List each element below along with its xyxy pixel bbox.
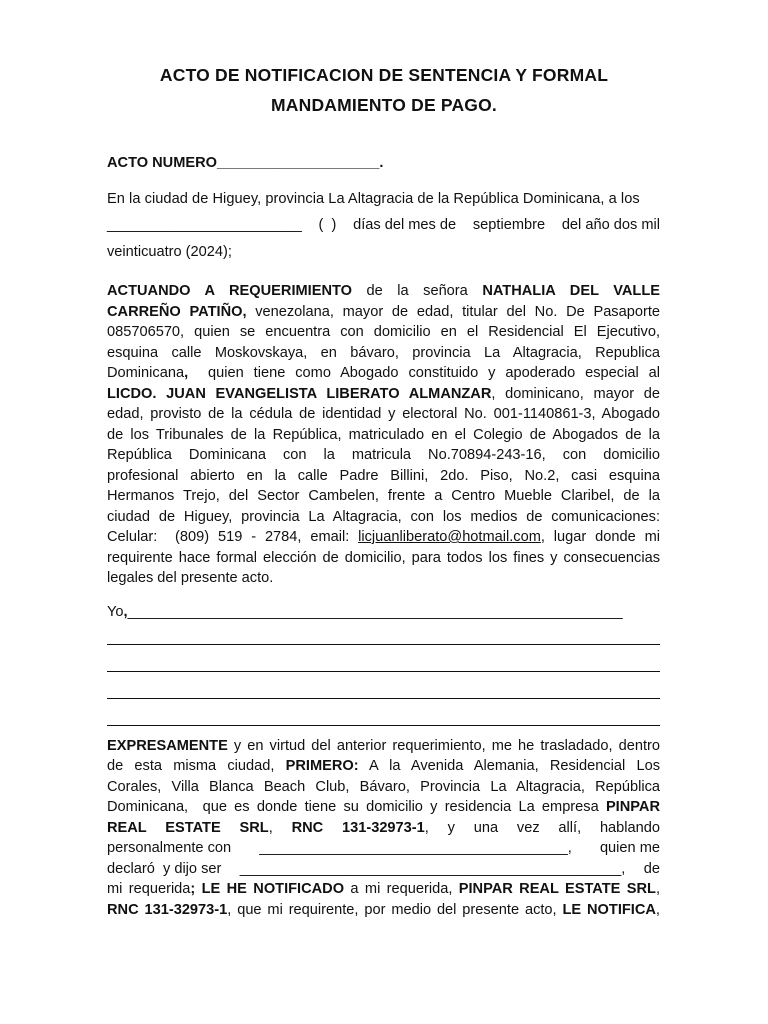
intro-days-blank: ________________________ xyxy=(107,217,302,233)
expresamente-line-3: Corales, Villa Blanca Beach Club, Bávaro, Provincia La Altagracia, República xyxy=(107,779,660,795)
text-span: , lugar donde mi xyxy=(540,529,660,545)
actuando-line-1 xyxy=(107,281,660,301)
company-rnc: RNC 131-32973-1 xyxy=(291,820,425,836)
text-span: , xyxy=(655,902,660,918)
text-span: de xyxy=(643,861,660,877)
actuando-line-8: de los Tribunales de la República, matriculado en el Colegio de Abogados de la xyxy=(107,427,660,443)
actuando-line-9: República Dominicana con la matricula No.70894-243-16, con domicilio xyxy=(107,447,660,463)
client-name: NATHALIA DEL VALLE xyxy=(482,283,660,299)
intro-line-1: En la ciudad de Higuey, provincia La Altagracia de la República Dominicana, a los xyxy=(107,191,640,207)
blank-rule-3 xyxy=(107,698,660,699)
text-span: A la Avenida Alemania, Residencial Los xyxy=(358,758,660,774)
primero-label: PRIMERO: xyxy=(285,758,359,774)
text-bold: , xyxy=(184,365,189,381)
acto-numero-line xyxy=(107,153,660,173)
title-line-2: MANDAMIENTO DE PAGO. xyxy=(271,95,497,115)
actuando-line-6 xyxy=(107,384,660,404)
text-span: , xyxy=(655,881,660,897)
email-link[interactable]: licjuanliberato@hotmail.com xyxy=(358,529,541,545)
text-span: , que mi requirente, por medio del presente acto, xyxy=(227,902,563,918)
text-span: venezolana, mayor de edad, titular del No. De Pasaporte xyxy=(246,304,660,320)
blank-rule-1 xyxy=(107,644,660,645)
expresamente-line-9 xyxy=(107,900,660,920)
yo-label: Yo xyxy=(107,604,124,620)
text-span: y en virtud del anterior requerimiento, me he trasladado, dentro xyxy=(227,738,660,754)
actuando-line-14: requirente hace formal elección de domicilio, para todos los fines y consecuencias xyxy=(107,550,660,566)
expresamente-line-4 xyxy=(107,797,660,817)
intro-dias-text: días del mes de xyxy=(353,217,457,233)
text-span: de esta misma ciudad, xyxy=(107,758,286,774)
text-span: Dominicana xyxy=(107,365,185,381)
person-blank: ______________________________________, xyxy=(259,840,572,856)
actuando-line-5 xyxy=(107,363,660,383)
actuando-line-13 xyxy=(107,527,660,547)
company-rnc-2: RNC 131-32973-1 xyxy=(107,902,228,918)
text-span: a mi requerida, xyxy=(344,881,459,897)
document-title xyxy=(107,60,661,120)
client-surname: CARREÑO PATIÑO, xyxy=(107,304,247,320)
notificado-label: ; LE HE NOTIFICADO xyxy=(190,881,345,897)
actuando-line-2 xyxy=(107,302,660,322)
intro-year-text: del año dos mil xyxy=(561,217,660,233)
acto-numero: ACTO NUMERO____________________. xyxy=(107,155,384,171)
actuando-line-7: edad, provisto de la cédula de identidad y electoral No. 001-1140861-3, Abogado xyxy=(107,406,660,422)
role-blank: _______________________________________________, xyxy=(239,861,626,877)
expresamente-heading: EXPRESAMENTE xyxy=(107,738,228,754)
actuando-line-12: ciudad de Higuey, provincia La Altagracia, con los medios de comunicaciones: xyxy=(107,509,660,525)
expresamente-line-1 xyxy=(107,736,660,756)
intro-month: septiembre xyxy=(472,217,546,233)
actuando-line-15: legales del presente acto. xyxy=(107,570,274,586)
text-span: Celular: (809) 519 - 2784, email: xyxy=(107,529,359,545)
intro-line-2 xyxy=(107,215,660,235)
expresamente-line-7 xyxy=(107,859,660,879)
actuando-line-10: profesional abierto en la calle Padre Billini, 2do. Piso, No.2, casi esquina xyxy=(107,468,660,484)
title-line-1: ACTO DE NOTIFICACION DE SENTENCIA Y FORMAL xyxy=(159,65,609,85)
actuando-heading: ACTUANDO A REQUERIMIENTO xyxy=(107,283,352,299)
actuando-line-11: Hermanos Trejo, del Sector Cambelen, frente a Centro Mueble Claribel, de la xyxy=(107,488,660,504)
text-span: Dominicana, que es donde tiene su domicilio y residencia La empresa xyxy=(107,799,606,815)
company-name-rest: REAL ESTATE SRL xyxy=(107,820,269,836)
blank-rule-4 xyxy=(107,725,660,726)
text-span: mi requerida xyxy=(107,881,191,897)
intro-line-3: veinticuatro (2024); xyxy=(107,244,232,260)
text-span: quien me xyxy=(599,840,660,856)
blank-rule-2 xyxy=(107,671,660,672)
text-span: de la señora xyxy=(366,283,468,299)
intro-days-paren: ( ) xyxy=(318,217,337,233)
company-name-full: PINPAR REAL ESTATE SRL xyxy=(458,881,656,897)
yo-blank: _____________________________________________________________ xyxy=(127,604,623,620)
text-bold: , xyxy=(123,604,128,620)
text-span: , dominicano, mayor de xyxy=(491,386,660,402)
text-span: personalmente con xyxy=(107,840,232,856)
actuando-line-4: esquina calle Moskovskaya, en bávaro, provincia La Altagracia, Republica xyxy=(107,345,660,361)
text-span: declaró y dijo ser xyxy=(107,861,222,877)
company-name-part: PINPAR xyxy=(605,799,660,815)
expresamente-line-8 xyxy=(107,879,660,899)
lawyer-name: LICDO. JUAN EVANGELISTA LIBERATO ALMANZAR xyxy=(107,386,492,402)
text-span: , xyxy=(268,820,292,836)
actuando-line-3: 085706570, quien se encuentra con domicilio en el Residencial El Ejecutivo, xyxy=(107,324,660,340)
text-span: , y una vez allí, hablando xyxy=(424,820,661,836)
text-span: quien tiene como Abogado constituido y apoderado especial al xyxy=(188,365,660,381)
yo-line xyxy=(107,602,660,622)
expresamente-line-5 xyxy=(107,818,660,838)
expresamente-line-6 xyxy=(107,838,660,858)
expresamente-line-2 xyxy=(107,756,660,776)
notifica-label: LE NOTIFICA xyxy=(562,902,656,918)
